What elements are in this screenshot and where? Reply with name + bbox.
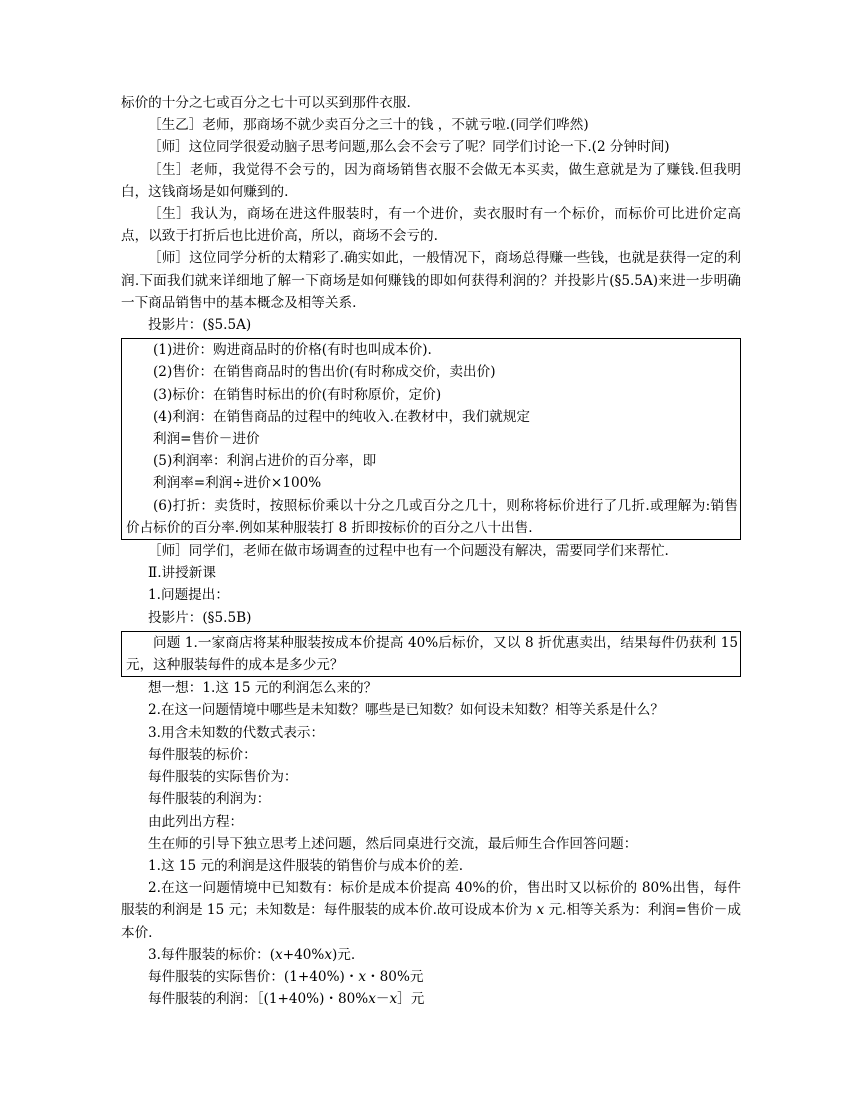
text-run: ］元 xyxy=(397,991,425,1008)
paragraph: ［师］同学们，老师在做市场调查的过程中也有一个问题没有解决，需要同学们来帮忙. xyxy=(148,543,669,560)
text-run: )元. xyxy=(331,946,356,963)
paragraph: ［师］这位同学分析的太精彩了.确实如此，一般情况下，商场总得赚一些钱，也就是获得一定的利润.下面我们就来详细地了解一下商场是如何赚钱的即如何获得利润的？并投影片(§5.5A)来进一步明确一下商品销售中的基本概念及相等关系. xyxy=(121,250,741,311)
paragraph: 想一想：1.这 15 元的利润怎么来的？ xyxy=(148,680,378,697)
paragraph xyxy=(121,877,741,944)
text-run: 元.相等关系为：利润=售价－成本价. xyxy=(121,902,741,941)
text-run: － xyxy=(375,991,390,1008)
definition-line: (2)售价：在销售商品时的售出价(有时称成交价，卖出价) xyxy=(153,364,496,381)
paragraph: 由此列出方程： xyxy=(148,813,244,830)
paragraph: 投影片：(§5.5A) xyxy=(148,317,252,334)
definition-line: (1)进价：购进商品时的价格(有时也叫成本价). xyxy=(153,342,432,359)
problem-text: 问题 1.一家商店将某种服装按成本价提高 40%后标价，又以 8 折优惠卖出，结果每件仍获利 15 元，这种服装每件的成本是多少元？ xyxy=(126,634,738,674)
paragraph: ［生］老师，我觉得不会亏的，因为商场销售衣服不会做无本买卖，做生意就是为了赚钱.但我明白，这钱商场是如何赚到的. xyxy=(121,161,741,200)
document-body xyxy=(121,92,741,1010)
text-run: 3.每件服装的标价：( xyxy=(148,946,276,963)
variable-x: x xyxy=(275,946,283,963)
text-run: 每件服装的利润：［(1+40%)・80% xyxy=(148,991,369,1008)
paragraph: ［生乙］老师，那商场不就少卖百分之三十的钱 ，不就亏啦.(同学们哗然) xyxy=(148,117,589,134)
variable-x: x xyxy=(536,902,545,919)
paragraph: 每件服装的实际售价为： xyxy=(148,769,298,786)
variable-x: x xyxy=(368,991,376,1008)
definition-line: (4)利润：在销售商品的过程中的纯收入.在教材中，我们就规定 xyxy=(153,408,531,425)
paragraph: 标价的十分之七或百分之七十可以买到那件衣服. xyxy=(121,95,411,111)
paragraph: ［师］这位同学很爱动脑子思考问题,那么会不会亏了呢？同学们讨论一下.(2 分钟时间) xyxy=(148,139,670,156)
text-run: ・80%元 xyxy=(366,968,424,985)
paragraph xyxy=(121,988,741,1010)
paragraph: 每件服装的标价： xyxy=(148,746,257,763)
paragraph: 每件服装的利润为： xyxy=(148,791,271,808)
problem-box xyxy=(121,631,741,677)
paragraph: 投影片：(§5.5B) xyxy=(148,609,252,626)
definitions-box xyxy=(121,338,741,540)
text-run: +40% xyxy=(282,946,325,963)
definition-line: (5)利润率：利润占进价的百分率，即 xyxy=(153,453,377,470)
variable-x: x xyxy=(358,968,367,985)
paragraph: 2.在这一问题情境中哪些是未知数？哪些是已知数？如何设未知数？相等关系是什么？ xyxy=(148,702,664,719)
definition-line: (6)打折：卖货时，按照标价乘以十分之几或百分之几十，则称将标价进行了几折.或理解为:销售价占标价的百分率.例如某种服装打 8 折即按标价的百分之八十出售. xyxy=(126,497,738,536)
definition-line: (3)标价：在销售时标出的价(有时称原价，定价) xyxy=(153,386,442,403)
paragraph: 1.这 15 元的利润是这件服装的销售价与成本价的差. xyxy=(148,857,464,874)
text-run: 2.在这一问题情境中已知数有：标价是成本价提高 40%的价，售出时又以标价的 80%出售，每件服装的利润是 15 元；未知数是：每件服装的成本价.故可设成本价为 xyxy=(121,880,741,919)
variable-x: x xyxy=(389,991,398,1008)
paragraph: 生在师的引导下独立思考上述问题，然后同桌进行交流，最后师生合作回答问题： xyxy=(148,835,638,852)
section-heading: Ⅱ.讲授新课 xyxy=(148,565,216,582)
text-run: 每件服装的实际售价：(1+40%)・ xyxy=(148,968,359,985)
paragraph: 1.问题提出： xyxy=(148,587,229,604)
paragraph: ［生］我认为，商场在进这件服装时，有一个进价，卖衣服时有一个标价，而标价可比进价定高点，以致于打折后也比进价高，所以，商场不会亏的. xyxy=(121,206,741,245)
paragraph: 3.用含未知数的代数式表示： xyxy=(148,724,325,741)
definition-line: 利润=售价－进价 xyxy=(153,431,260,448)
variable-x: x xyxy=(324,946,332,963)
paragraph xyxy=(121,944,741,966)
definition-line: 利润率=利润÷进价×100% xyxy=(153,475,322,492)
paragraph xyxy=(121,966,741,988)
